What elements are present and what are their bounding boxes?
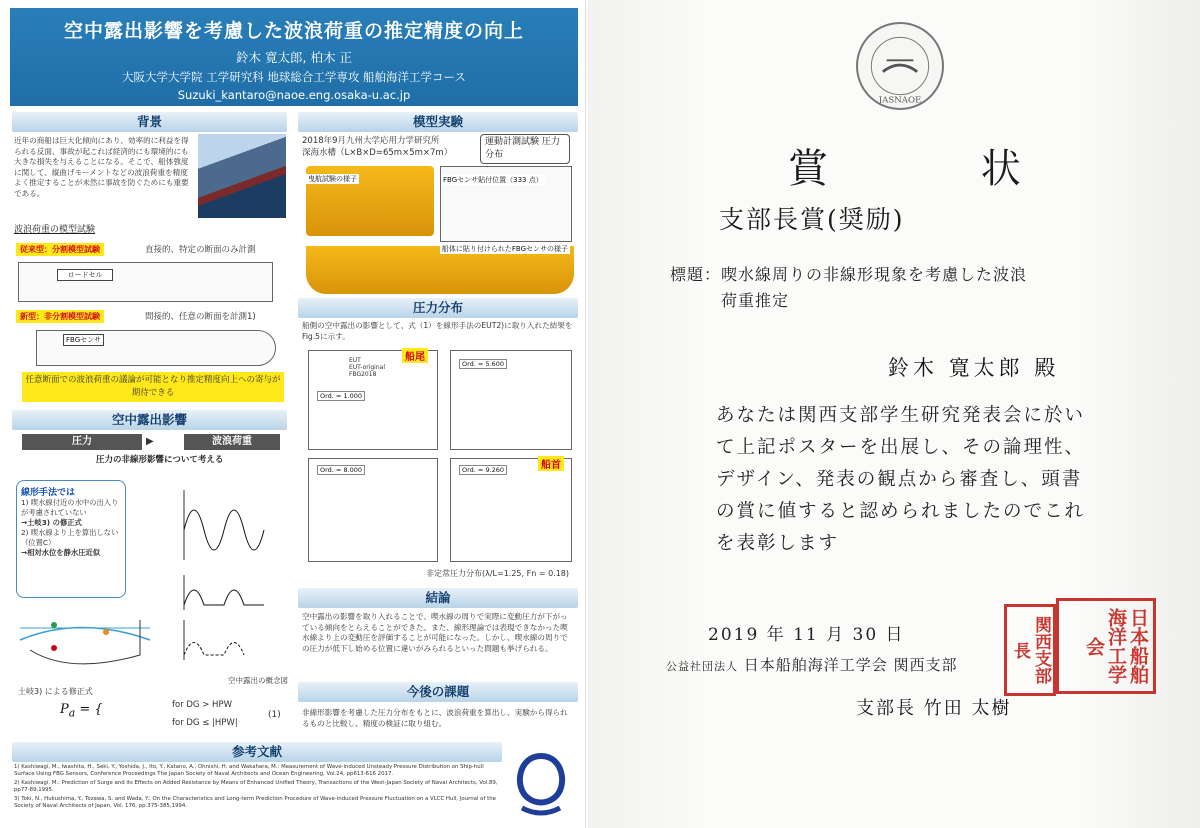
linear-title: 線形手法では bbox=[21, 488, 76, 498]
reference-3: 3) Toki, N., Hukushima, Y., Tozawa, S. and Wada, Y.: On the Characteristics and Long-term Prediction Procedure of Wave-induced Pressure Fluctuation on a VLCC Hull, Journal of the Society of Naval Architects of Japan, Vol. 176, pp.375-385,1994. bbox=[14, 796, 496, 809]
section-references-heading: 参考文献 bbox=[12, 742, 502, 762]
ord-label-3: Ord. = 8.000 bbox=[317, 465, 365, 475]
legend-eut: EUT bbox=[349, 357, 361, 364]
emblem-text: JASNAOE bbox=[878, 95, 922, 106]
section-future-heading: 今後の課題 bbox=[298, 682, 578, 702]
fbg-sensor-label: FBGセンサ bbox=[63, 334, 104, 346]
formula-condition-1: for DG > HPW bbox=[172, 700, 232, 710]
linear-item-1: 1) 喫水線付近の水中の出入りが考慮されていない bbox=[21, 498, 119, 517]
nonlinear-note: 圧力の非線形影響について考える bbox=[96, 455, 224, 465]
pressure-text: 船側の空中露出の影響として、式（1）を線形手法のEUT2)に取り入れた結果をFig.5に示す。 bbox=[302, 321, 573, 341]
exp-line-2: 深海水槽（L×B×D=65m×5m×7m） bbox=[302, 148, 453, 158]
new-type-label: 新型：非分割模型試験 bbox=[16, 310, 104, 323]
new-type-desc: 間接的、任意の断面を計測1) bbox=[145, 312, 256, 322]
certificate-date: 2019 年 11 月 30 日 bbox=[708, 625, 905, 645]
poster-authors: 鈴木 寛太郎, 柏木 正 bbox=[236, 50, 352, 65]
graph-legend bbox=[349, 357, 385, 378]
section-pressure-heading: 圧力分布 bbox=[298, 298, 578, 318]
linear-method-box bbox=[16, 480, 126, 598]
poster-affiliation: 大阪大学大学院 工学研究科 地球総合工学専攻 船舶海洋工学コース bbox=[122, 70, 466, 84]
photo-label-1: 曳航試験の様子 bbox=[308, 175, 357, 183]
certificate-title: 賞 状 bbox=[788, 146, 1091, 192]
poster-header bbox=[10, 8, 578, 106]
section-conclusion-heading: 結論 bbox=[298, 588, 578, 608]
seal-small: 関西支部長 bbox=[1004, 604, 1056, 696]
award-name: 支部長賞(奨励) bbox=[719, 205, 905, 234]
ord-label-4: Ord. = 9.260 bbox=[459, 465, 507, 475]
wave-load-arrow-box: 波浪荷重 bbox=[184, 434, 280, 450]
reference-2: 2) Kashiwagi, M.: Prediction of Surge and its Effects on Added Resistance by Means of Enhanced Unified Theory, Transactions of the West-Japan Society of Naval Architects, Vol.89, pp77-89,1995. bbox=[14, 780, 498, 793]
loadcell-label: ロードセル bbox=[57, 269, 113, 281]
pressure-arrow-box: 圧力 bbox=[22, 434, 142, 450]
legend-eut-original: EUT-original bbox=[349, 364, 385, 371]
ship-section-sketch bbox=[10, 600, 170, 680]
poster-title: 空中露出影響を考慮した波浪荷重の推定精度の向上 bbox=[63, 20, 524, 42]
poster-email: Suzuki_kantaro@naoe.eng.osaka-u.ac.jp bbox=[177, 88, 411, 102]
certificate-body: あなたは関西支部学生研究発表会に於いて上記ポスターを出展し、その論理性、デザイン、発表の観点から審査し、頭書の賞に値すると認められましたのでこれを表彰します bbox=[716, 405, 1086, 554]
ship-photo bbox=[198, 134, 286, 218]
organization-name: 日本船舶海洋工学会 関西支部 bbox=[743, 656, 958, 674]
exp-box: 運動計測試験 圧力分布 bbox=[480, 134, 570, 164]
section-model-exp-heading: 模型実験 bbox=[298, 112, 578, 132]
theme-line-2: 荷重推定 bbox=[721, 291, 790, 310]
old-type-label: 従来型：分割模型試験 bbox=[16, 243, 104, 256]
linear-item-4: →相対水位を静水圧近似 bbox=[21, 548, 101, 557]
ord-label-2: Ord. = 5.600 bbox=[459, 359, 507, 369]
concept-waveform bbox=[170, 480, 288, 670]
stern-label: 船尾 bbox=[402, 348, 428, 363]
university-logo bbox=[508, 748, 574, 818]
organization-prefix: 公益社団法人 bbox=[666, 660, 738, 673]
arrow-right-icon: ▶ bbox=[146, 436, 154, 447]
poster bbox=[0, 0, 586, 828]
concept-caption: 空中露出の概念図 bbox=[228, 676, 288, 685]
jasnaoe-emblem bbox=[856, 22, 944, 110]
linear-item-2: →土岐3) の修正式 bbox=[21, 518, 82, 527]
reference-1: 1) Kashiwagi, M., Iwashita, H., Seki, Y., Yoshida, J., Ito, Y., Katano, A., Ohnishi, H. and Wakahara, M.: Measurement of Wave-induced Unsteady Pressure Distribution on Ship-hull Surface Using FBG Sensors, Conference Proceedings The Japan Society of Naval Architects and Ocean Engineering, Vol.24, pp613-616 2017. bbox=[14, 764, 484, 777]
section-background-heading: 背景 bbox=[12, 112, 287, 132]
unsegmented-model-diagram bbox=[36, 330, 276, 366]
exp-line-1: 2018年9月九州大学応用力学研究所 bbox=[302, 136, 440, 146]
fbg-position-diagram bbox=[440, 166, 572, 242]
formula-condition-2: for DG ≤ |HPW| bbox=[172, 718, 238, 728]
graph-stern-2 bbox=[450, 350, 572, 450]
organization bbox=[666, 654, 958, 675]
wave-load-test-label: 波浪荷重の模型試験 bbox=[14, 225, 96, 235]
photo-label-3: 船体に貼り付けられたFBGセンサの様子 bbox=[441, 245, 568, 253]
formula-number: (1) bbox=[268, 710, 281, 720]
graph-stern-1 bbox=[308, 350, 438, 450]
legend-fbg2018: FBG2018 bbox=[349, 371, 377, 378]
formula-lhs: $P_a$ = { bbox=[60, 702, 103, 720]
yellow-note: 任意断面での波浪荷重の議論が可能となり推定精度向上への寄与が期待できる bbox=[22, 372, 284, 402]
theme-line-1: 標題：喫水線周りの非線形現象を考慮した波浪 bbox=[670, 265, 1028, 284]
signer: 支部長 竹田 太樹 bbox=[856, 698, 1012, 719]
certificate bbox=[588, 0, 1200, 828]
conclusion-text: 空中露出の影響を取り入れることで、喫水線の周りで実際に変動圧力が下がっている傾向をとらえることができた。また、線形理論では表現できなかった喫水線より上の変動圧を評価することが可能になった。しかし、喫水線の周りでの圧力が低下し始める位置に違いがみられるといった問題も挙げられる。 bbox=[302, 612, 568, 653]
hull-fbg-photo bbox=[306, 246, 574, 294]
ord-label-1: Ord. = 1.000 bbox=[317, 391, 365, 401]
recipient-name: 鈴木 寛太郎 殿 bbox=[888, 356, 1060, 380]
photo-label-2: FBGセンサ貼付位置（333 点） bbox=[443, 176, 543, 184]
bow-label: 船首 bbox=[538, 456, 564, 471]
segmented-model-diagram bbox=[18, 262, 273, 302]
seal-large: 日本船舶海洋工学会 bbox=[1056, 598, 1156, 694]
graph-bow-1 bbox=[308, 458, 438, 562]
section-exposure-heading: 空中露出影響 bbox=[12, 410, 287, 430]
future-text: 非線形影響を考慮した圧力分布をもとに、波浪荷重を算出し、実験から得られるものと比較し、精度の検証に取り組む。 bbox=[302, 708, 568, 728]
linear-item-3: 2) 喫水線より上を算出しない（位置C） bbox=[21, 528, 119, 547]
old-type-desc: 直接的、特定の断面のみ計測 bbox=[145, 245, 256, 255]
fig-caption: 非定常圧力分布(λ/L=1.25, Fn = 0.18) bbox=[426, 569, 570, 578]
background-text: 近年の商船は巨大化傾向にあり、効率的に利益を得られる反面、事故が起これば経済的にも環境的にも大きな損失を与えることになる。そこで、船体強度に関して、縦曲げモーメントなどの波浪荷重を精度よく推定することが未然に事故を防ぐためにも重要である。 bbox=[14, 136, 189, 198]
graph-bow-2 bbox=[450, 458, 572, 562]
towing-photo bbox=[306, 166, 434, 236]
formula-note: 土岐3) による修正式 bbox=[18, 687, 93, 696]
